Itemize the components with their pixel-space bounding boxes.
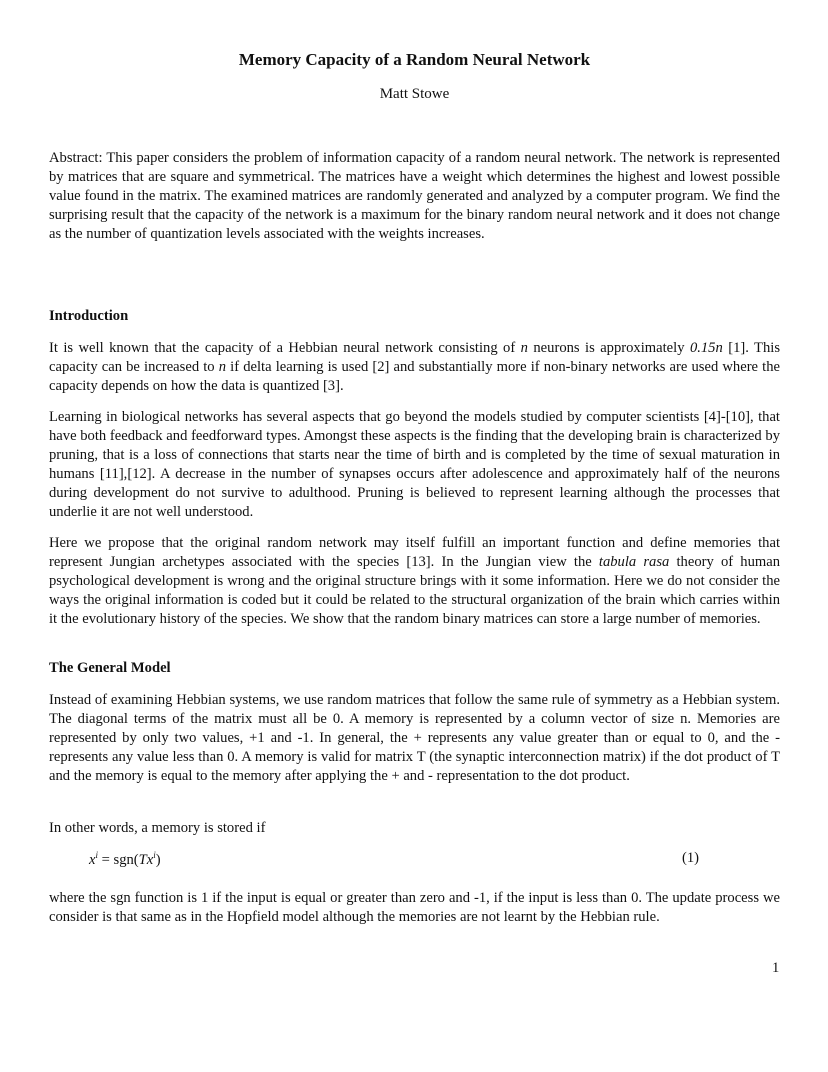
equation-1 bbox=[49, 850, 780, 872]
model-paragraph-1: Instead of examining Hebbian systems, we use random matrices that follow the same rule of symmetry as a Hebbian system. The diagonal terms of the matrix must all be 0. A memory is represented by a column vector of size n. Memories are represented by only two values, +1 and -1. In general, the + represents any value greater than or equal to 0, and the - represents any value less than 0. A memory is valid for matrix T (the synaptic interconnection matrix) if the dot product of T and the memory is equal to the memory after applying the + and - representation to the dot product. bbox=[49, 692, 780, 784]
intro-paragraph-3: Here we propose that the original random network may itself fulfill an important function and define memories that represent Jungian archetypes associated with the species [13]. In the Jungian view the tabula rasa theory of human psychological development is wrong and the original structure brings with it some information. Here we do not consider the ways the original information is coded but it could be related to the structural organization of the brain which carries within it the evolutionary history of the species. We show that the random binary matrices can store a large number of memories. bbox=[49, 535, 780, 627]
model-paragraph-2: In other words, a memory is stored if bbox=[49, 820, 266, 836]
equation-expression: $x^i = sgn(Tx^i)$ bbox=[89, 850, 161, 868]
equation-number: (1) bbox=[682, 850, 700, 866]
author-name: Matt Stowe bbox=[379, 86, 450, 102]
model-paragraph-3: where the sgn function is 1 if the input is equal or greater than zero and -1, if the input is less than 0. The update process we consider is that same as in the Hopfield model although the memories are not learnt by the Hebbian rule. bbox=[49, 890, 780, 925]
section-heading-introduction: Introduction bbox=[49, 308, 129, 324]
intro-paragraph-2: Learning in biological networks has several aspects that go beyond the models studied by computer scientists [4]-[10], that have both feedback and feedforward types. Amongst these aspects is the finding that the developing brain is characterized by pruning, that is a loss of connections that starts near the time of birth and is completed by the time of sexual maturation in humans [11],[12]. A decrease in the number of synapses occurs after adolescence and approximately half of the neurons during development do not survive to adulthood. Pruning is believed to represent learning although the processes that underlie it are not well understood. bbox=[49, 409, 780, 520]
page-number: 1 bbox=[772, 960, 780, 976]
intro-paragraph-1: It is well known that the capacity of a Hebbian neural network consisting of n neurons is approximately 0.15n [1]. This capacity can be increased to n if delta learning is used [2] and substantially more if non-binary networks are used where the capacity depends on how the data is quantized [3]. bbox=[49, 340, 781, 394]
section-heading-general-model: The General Model bbox=[49, 660, 171, 676]
paper-title: Memory Capacity of a Random Neural Network bbox=[238, 50, 591, 69]
abstract-paragraph: Abstract: This paper considers the problem of information capacity of a random neural network. The network is represented by matrices that are square and symmetrical. The matrices have a weight which determines the highest and lowest possible value found in the matrix. The examined matrices are randomly generated and analyzed by a computer program. We find the surprising result that the capacity of the network is a maximum for the binary random neural network and it does not change as the number of quantization levels associated with the weights increases. bbox=[49, 150, 780, 242]
